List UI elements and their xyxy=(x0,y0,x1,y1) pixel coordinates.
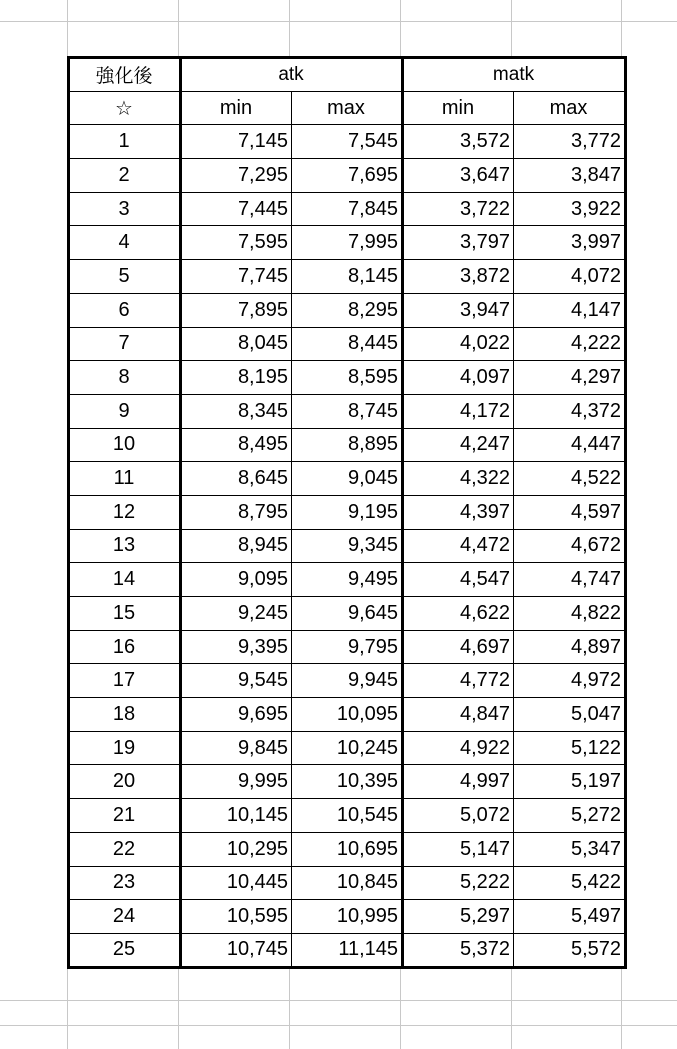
table-row xyxy=(69,563,626,597)
matk-min-cell[interactable]: 3,797 xyxy=(403,226,514,260)
table-row xyxy=(69,125,626,159)
header-atk-max[interactable]: max xyxy=(292,91,403,125)
atk-min-cell[interactable]: 9,245 xyxy=(181,597,292,631)
atk-min-cell[interactable]: 10,745 xyxy=(181,933,292,967)
matk-min-cell[interactable]: 4,397 xyxy=(403,495,514,529)
atk-min-cell[interactable]: 7,595 xyxy=(181,226,292,260)
atk-min-cell[interactable]: 8,945 xyxy=(181,529,292,563)
matk-min-cell[interactable]: 4,472 xyxy=(403,529,514,563)
header-matk-min[interactable]: min xyxy=(403,91,514,125)
atk-min-cell[interactable]: 10,295 xyxy=(181,832,292,866)
level-cell[interactable]: 15 xyxy=(69,597,181,631)
matk-max-cell[interactable]: 5,422 xyxy=(514,866,626,900)
level-cell[interactable]: 12 xyxy=(69,495,181,529)
atk-min-cell[interactable]: 8,045 xyxy=(181,327,292,361)
level-cell[interactable]: 13 xyxy=(69,529,181,563)
matk-max-cell[interactable]: 4,372 xyxy=(514,394,626,428)
matk-max-cell[interactable]: 5,272 xyxy=(514,799,626,833)
level-cell[interactable]: 17 xyxy=(69,664,181,698)
atk-max-cell[interactable]: 11,145 xyxy=(292,933,403,967)
stats-table xyxy=(67,56,627,969)
table-row xyxy=(69,765,626,799)
atk-max-cell[interactable]: 10,695 xyxy=(292,832,403,866)
atk-max-cell[interactable]: 9,045 xyxy=(292,462,403,496)
level-cell[interactable]: 22 xyxy=(69,832,181,866)
matk-max-cell[interactable]: 3,847 xyxy=(514,159,626,193)
level-cell[interactable]: 3 xyxy=(69,192,181,226)
header-star-label[interactable]: ☆ xyxy=(69,91,181,125)
atk-max-cell[interactable]: 10,845 xyxy=(292,866,403,900)
level-cell[interactable]: 20 xyxy=(69,765,181,799)
level-cell[interactable]: 10 xyxy=(69,428,181,462)
table-row xyxy=(69,933,626,967)
matk-max-cell[interactable]: 4,897 xyxy=(514,630,626,664)
atk-max-cell[interactable]: 8,745 xyxy=(292,394,403,428)
header-row-minmax xyxy=(69,91,626,125)
atk-min-cell[interactable]: 9,695 xyxy=(181,698,292,732)
matk-max-cell[interactable]: 4,297 xyxy=(514,361,626,395)
atk-min-cell[interactable]: 10,595 xyxy=(181,900,292,934)
matk-max-cell[interactable]: 4,522 xyxy=(514,462,626,496)
table-row xyxy=(69,630,626,664)
atk-min-cell[interactable]: 9,995 xyxy=(181,765,292,799)
atk-min-cell[interactable]: 8,195 xyxy=(181,361,292,395)
table-row xyxy=(69,226,626,260)
atk-max-cell[interactable]: 9,345 xyxy=(292,529,403,563)
atk-min-cell[interactable]: 10,145 xyxy=(181,799,292,833)
atk-max-cell[interactable]: 9,495 xyxy=(292,563,403,597)
level-cell[interactable]: 19 xyxy=(69,731,181,765)
matk-min-cell[interactable]: 4,022 xyxy=(403,327,514,361)
matk-min-cell[interactable]: 3,947 xyxy=(403,293,514,327)
matk-max-cell[interactable]: 5,497 xyxy=(514,900,626,934)
level-cell[interactable]: 1 xyxy=(69,125,181,159)
level-cell[interactable]: 7 xyxy=(69,327,181,361)
matk-min-cell[interactable]: 5,372 xyxy=(403,933,514,967)
table-row xyxy=(69,597,626,631)
matk-max-cell[interactable]: 3,772 xyxy=(514,125,626,159)
atk-max-cell[interactable]: 10,995 xyxy=(292,900,403,934)
table-row xyxy=(69,260,626,294)
table-row xyxy=(69,832,626,866)
matk-max-cell[interactable]: 5,122 xyxy=(514,731,626,765)
matk-max-cell[interactable]: 4,597 xyxy=(514,495,626,529)
level-cell[interactable]: 6 xyxy=(69,293,181,327)
matk-max-cell[interactable]: 4,222 xyxy=(514,327,626,361)
table-row xyxy=(69,731,626,765)
matk-min-cell[interactable]: 4,697 xyxy=(403,630,514,664)
level-cell[interactable]: 9 xyxy=(69,394,181,428)
level-cell[interactable]: 16 xyxy=(69,630,181,664)
atk-max-cell[interactable]: 9,945 xyxy=(292,664,403,698)
matk-max-cell[interactable]: 4,747 xyxy=(514,563,626,597)
matk-max-cell[interactable]: 4,672 xyxy=(514,529,626,563)
atk-min-cell[interactable]: 9,395 xyxy=(181,630,292,664)
matk-min-cell[interactable]: 3,572 xyxy=(403,125,514,159)
atk-max-cell[interactable]: 10,545 xyxy=(292,799,403,833)
table-row xyxy=(69,394,626,428)
level-cell[interactable]: 4 xyxy=(69,226,181,260)
level-cell[interactable]: 11 xyxy=(69,462,181,496)
matk-min-cell[interactable]: 4,772 xyxy=(403,664,514,698)
atk-min-cell[interactable]: 7,145 xyxy=(181,125,292,159)
matk-min-cell[interactable]: 3,647 xyxy=(403,159,514,193)
matk-min-cell[interactable]: 4,997 xyxy=(403,765,514,799)
matk-min-cell[interactable]: 3,872 xyxy=(403,260,514,294)
matk-max-cell[interactable]: 5,047 xyxy=(514,698,626,732)
atk-max-cell[interactable]: 8,595 xyxy=(292,361,403,395)
atk-max-cell[interactable]: 8,145 xyxy=(292,260,403,294)
matk-max-cell[interactable]: 4,147 xyxy=(514,293,626,327)
level-cell[interactable]: 14 xyxy=(69,563,181,597)
matk-max-cell[interactable]: 4,972 xyxy=(514,664,626,698)
atk-max-cell[interactable]: 8,445 xyxy=(292,327,403,361)
matk-min-cell[interactable]: 4,097 xyxy=(403,361,514,395)
atk-max-cell[interactable]: 9,195 xyxy=(292,495,403,529)
atk-min-cell[interactable]: 7,745 xyxy=(181,260,292,294)
atk-max-cell[interactable]: 7,845 xyxy=(292,192,403,226)
table-row xyxy=(69,428,626,462)
atk-min-cell[interactable]: 7,445 xyxy=(181,192,292,226)
matk-max-cell[interactable]: 4,822 xyxy=(514,597,626,631)
matk-max-cell[interactable]: 4,447 xyxy=(514,428,626,462)
atk-max-cell[interactable]: 10,095 xyxy=(292,698,403,732)
atk-max-cell[interactable]: 10,245 xyxy=(292,731,403,765)
level-cell[interactable]: 5 xyxy=(69,260,181,294)
atk-min-cell[interactable]: 7,295 xyxy=(181,159,292,193)
matk-min-cell[interactable]: 4,922 xyxy=(403,731,514,765)
atk-max-cell[interactable]: 7,995 xyxy=(292,226,403,260)
matk-min-cell[interactable]: 4,622 xyxy=(403,597,514,631)
atk-min-cell[interactable]: 9,095 xyxy=(181,563,292,597)
level-cell[interactable]: 8 xyxy=(69,361,181,395)
matk-min-cell[interactable]: 5,147 xyxy=(403,832,514,866)
atk-max-cell[interactable]: 8,295 xyxy=(292,293,403,327)
table-row xyxy=(69,462,626,496)
atk-min-cell[interactable]: 9,545 xyxy=(181,664,292,698)
atk-min-cell[interactable]: 10,445 xyxy=(181,866,292,900)
atk-max-cell[interactable]: 8,895 xyxy=(292,428,403,462)
matk-min-cell[interactable]: 5,222 xyxy=(403,866,514,900)
atk-min-cell[interactable]: 8,645 xyxy=(181,462,292,496)
table-row xyxy=(69,866,626,900)
atk-max-cell[interactable]: 10,395 xyxy=(292,765,403,799)
table-row xyxy=(69,159,626,193)
level-cell[interactable]: 2 xyxy=(69,159,181,193)
table-row xyxy=(69,192,626,226)
atk-min-cell[interactable]: 7,895 xyxy=(181,293,292,327)
table-row xyxy=(69,529,626,563)
header-matk-group[interactable]: matk xyxy=(403,58,626,92)
matk-min-cell[interactable]: 3,722 xyxy=(403,192,514,226)
level-cell[interactable]: 18 xyxy=(69,698,181,732)
matk-min-cell[interactable]: 4,547 xyxy=(403,563,514,597)
matk-max-cell[interactable]: 5,572 xyxy=(514,933,626,967)
header-row-groups xyxy=(69,58,626,92)
matk-max-cell[interactable]: 3,997 xyxy=(514,226,626,260)
grid-line xyxy=(0,21,677,22)
table-row xyxy=(69,698,626,732)
atk-max-cell[interactable]: 9,645 xyxy=(292,597,403,631)
atk-min-cell[interactable]: 8,495 xyxy=(181,428,292,462)
atk-min-cell[interactable]: 9,845 xyxy=(181,731,292,765)
grid-line xyxy=(0,1000,677,1001)
header-enhance-label[interactable]: 強化後 xyxy=(69,58,181,92)
atk-max-cell[interactable]: 7,545 xyxy=(292,125,403,159)
header-matk-max[interactable]: max xyxy=(514,91,626,125)
matk-min-cell[interactable]: 4,322 xyxy=(403,462,514,496)
table-row xyxy=(69,293,626,327)
matk-min-cell[interactable]: 5,072 xyxy=(403,799,514,833)
matk-max-cell[interactable]: 4,072 xyxy=(514,260,626,294)
matk-min-cell[interactable]: 4,172 xyxy=(403,394,514,428)
level-cell[interactable]: 24 xyxy=(69,900,181,934)
matk-min-cell[interactable]: 5,297 xyxy=(403,900,514,934)
table-row xyxy=(69,664,626,698)
matk-max-cell[interactable]: 3,922 xyxy=(514,192,626,226)
table-row xyxy=(69,327,626,361)
header-atk-min[interactable]: min xyxy=(181,91,292,125)
atk-min-cell[interactable]: 8,795 xyxy=(181,495,292,529)
matk-max-cell[interactable]: 5,347 xyxy=(514,832,626,866)
table-row xyxy=(69,799,626,833)
level-cell[interactable]: 21 xyxy=(69,799,181,833)
table-row xyxy=(69,361,626,395)
table-row xyxy=(69,900,626,934)
matk-min-cell[interactable]: 4,847 xyxy=(403,698,514,732)
atk-min-cell[interactable]: 8,345 xyxy=(181,394,292,428)
table-row xyxy=(69,495,626,529)
matk-min-cell[interactable]: 4,247 xyxy=(403,428,514,462)
level-cell[interactable]: 23 xyxy=(69,866,181,900)
matk-max-cell[interactable]: 5,197 xyxy=(514,765,626,799)
atk-max-cell[interactable]: 7,695 xyxy=(292,159,403,193)
grid-line xyxy=(0,1025,677,1026)
level-cell[interactable]: 25 xyxy=(69,933,181,967)
header-atk-group[interactable]: atk xyxy=(181,58,403,92)
atk-max-cell[interactable]: 9,795 xyxy=(292,630,403,664)
